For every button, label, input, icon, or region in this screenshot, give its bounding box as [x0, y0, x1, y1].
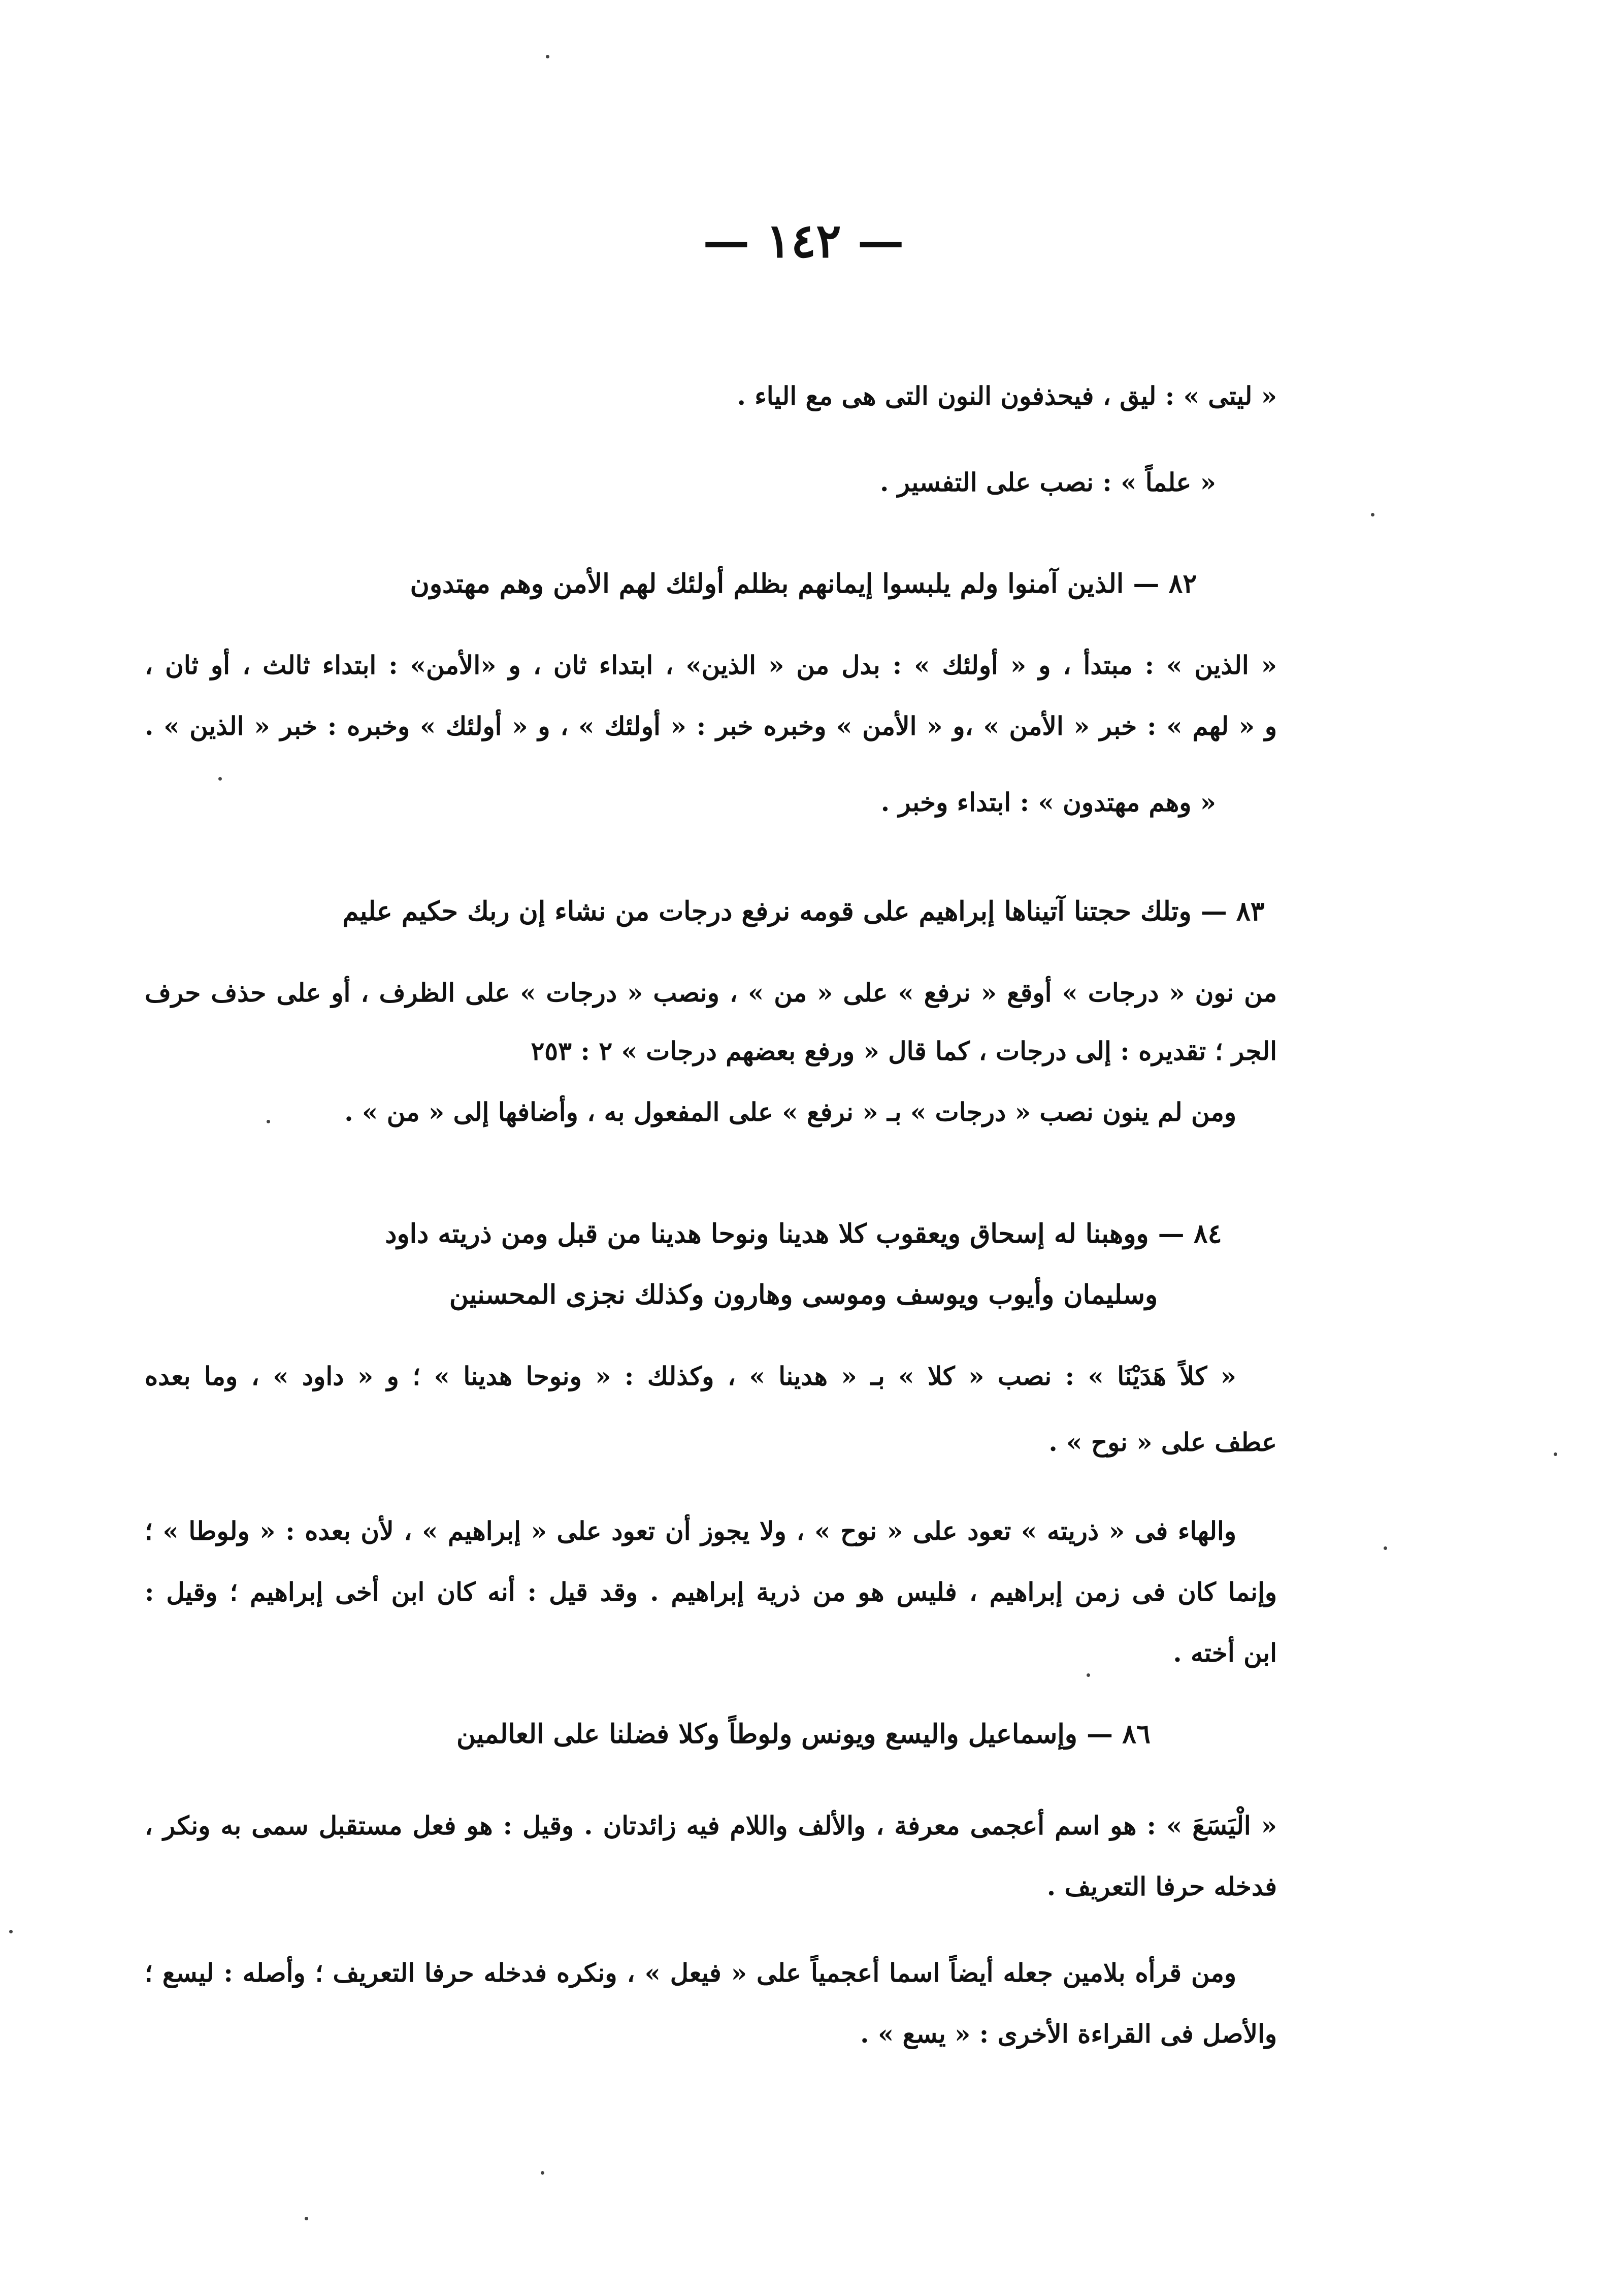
scan-speck [1087, 1673, 1090, 1677]
verse-84-line1: ٨٤ — ووهبنا له إسحاق ويعقوب كلا هدينا ونوحا هدينا من قبل ومن ذريته داود [385, 1218, 1222, 1249]
scan-speck [1554, 1452, 1557, 1456]
text-line: ومن قرأه بلامين جعله أيضاً اسما أعجمياً على « فيعل » ، ونكره فدخله حرفا التعريف ؛ وأصله : ليسع ؛ [145, 1958, 1236, 1988]
text-line: ابن أخته . [1173, 1638, 1277, 1668]
text-line: « ليتى » : ليق ، فيحذفون النون التى هى مع الياء . [737, 381, 1277, 411]
text-line: « كلاً هَدَيْنَا » : نصب « كلا » بـ « هدينا » ، وكذلك : « ونوحا هدينا » ؛ و « داود » ، وما بعده [145, 1361, 1236, 1391]
text-line: والهاء فى « ذريته » تعود على « نوح » ، ولا يجوز أن تعود على « إبراهيم » ، لأن بعده : « ولوطا » ؛ [145, 1516, 1236, 1546]
scan-speck [218, 777, 222, 781]
scan-speck [546, 55, 549, 58]
verse-82: ٨٢ — الذين آمنوا ولم يلبسوا إيمانهم بظلم أولئك لهم الأمن وهم مهتدون [410, 568, 1197, 599]
text-line: الجر ؛ تقديره : إلى درجات ، كما قال « ورفع بعضهم درجات » ٢ : ٢٥٣ [531, 1036, 1277, 1066]
scan-speck [267, 1120, 270, 1123]
page-number: — ١٤٢ — [703, 213, 904, 268]
text-line: « الْيَسَعَ » : هو اسم أعجمى معرفة ، والألف واللام فيه زائدتان . وقيل : هو فعل مستقبل سمى به ونكر ، [145, 1810, 1277, 1840]
text-line: « وهم مهتدون » : ابتداء وخبر . [880, 787, 1216, 817]
text-line: والأصل فى القراءة الأخرى : « يسع » . [860, 2019, 1277, 2049]
verse-86: ٨٦ — وإسماعيل واليسع ويونس ولوطاً وكلا فضلنا على العالمين [456, 1719, 1151, 1750]
scan-speck [1384, 1546, 1387, 1550]
text-line: ومن لم ينون نصب « درجات » بـ « نرفع » على المفعول به ، وأضافها إلى « من » . [344, 1097, 1236, 1127]
text-line: فدخله حرفا التعريف . [1046, 1871, 1277, 1901]
verse-83: ٨٣ — وتلك حجتنا آتيناها إبراهيم على قومه نرفع درجات من نشاء إن ربك حكيم عليم [342, 896, 1265, 927]
scan-speck [1371, 513, 1374, 516]
text-line: من نون « درجات » أوقع « نرفع » على « من » ، ونصب « درجات » على الظرف ، أو على حذف حرف [145, 978, 1277, 1008]
text-line: « الذين » : مبتدأ ، و « أولئك » : بدل من « الذين» ، ابتداء ثان ، و «الأمن» : ابتداء ثالث ، أو ثان ، [145, 650, 1277, 680]
scan-speck [541, 2171, 544, 2175]
text-line: وإنما كان فى زمن إبراهيم ، فليس هو من ذرية إبراهيم . وقد قيل : أنه كان ابن أخى إبراهيم ؛ وقيل : [145, 1577, 1277, 1607]
text-line: عطف على « نوح » . [1048, 1427, 1277, 1457]
scan-speck [305, 2217, 308, 2220]
verse-84-line2: وسليمان وأيوب ويوسف وموسى وهارون وكذلك نجزى المحسنين [449, 1279, 1158, 1310]
scan-speck [9, 1930, 13, 1933]
text-line: و « لهم » : خبر « الأمن » ،و « الأمن » وخبره خبر : « أولئك » ، و « أولئك » وخبره : خبر « الذين » . [145, 711, 1277, 741]
text-line: « علماً » : نصب على التفسير . [880, 467, 1216, 497]
